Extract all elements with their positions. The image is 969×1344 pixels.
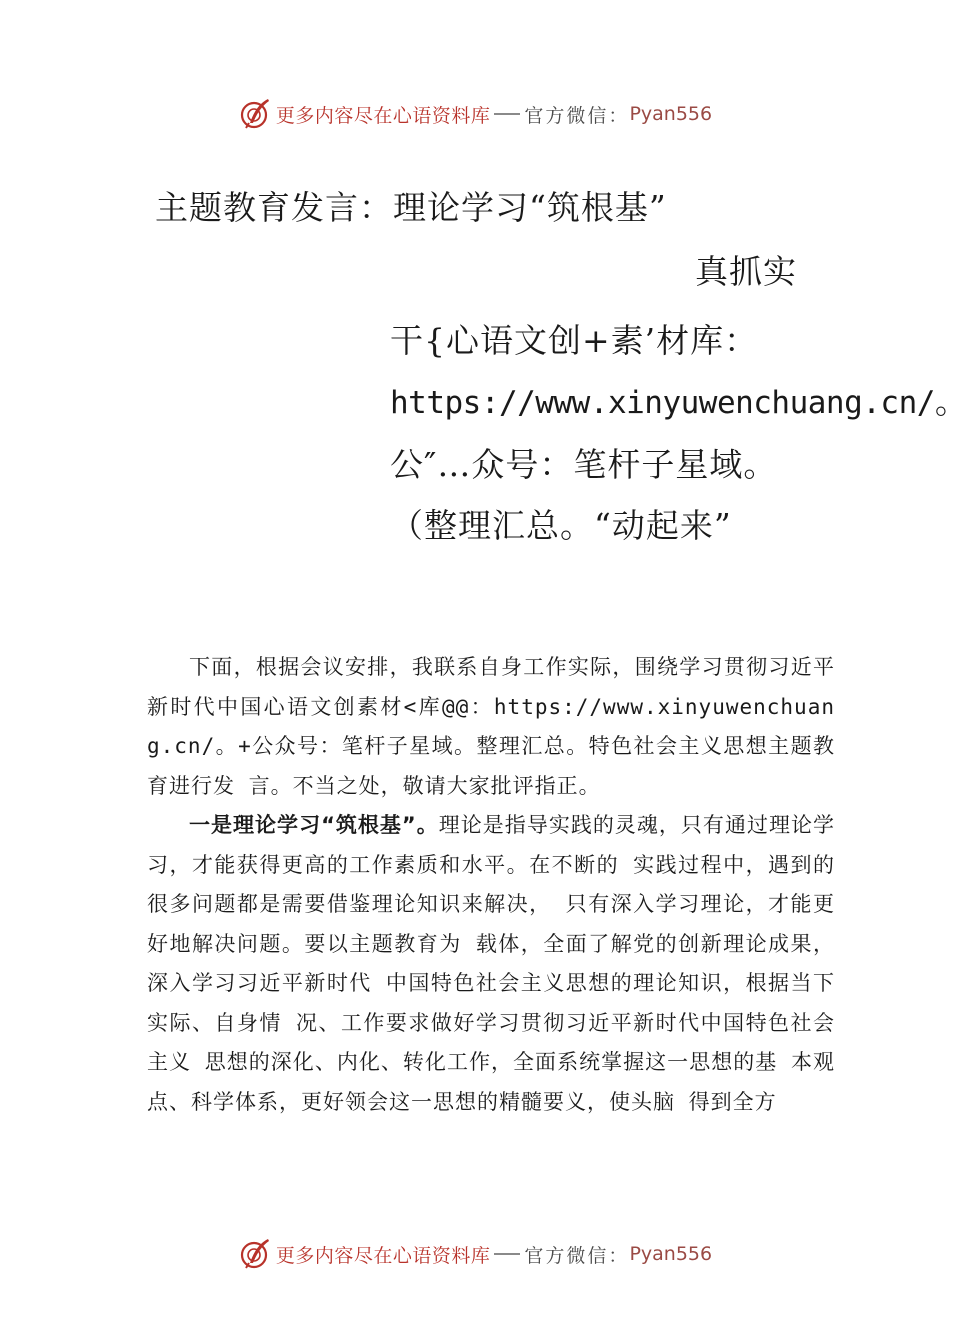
header-banner [0, 94, 950, 134]
document-body [147, 648, 835, 1122]
paragraph-lead: 一是理论学习“筑根基”。 [189, 813, 439, 837]
paragraph-intro: 下面，根据会议安排，我联系自身工作实际，围绕学习贯彻习近平新时代中国心语文创素材<库@@：https://www.xinyuwenchuang.cn/。+公众号：笔杆子星域。整理汇总。特色社会主义思想主题教育进行发 言。不当之处，敬请大家批评指正。 [147, 655, 835, 798]
banner-divider [494, 1253, 520, 1255]
footer-banner [0, 1234, 950, 1274]
title-line-2: 真抓实 [695, 252, 797, 291]
title-url: https://www.xinyuwenchuang.cn/ [390, 385, 935, 421]
banner-wechat-label: 官方微信： [524, 1244, 630, 1267]
banner-wechat-id: Pyan556 [629, 103, 713, 125]
title-line-1: 主题教育发言：理论学习“筑根基” [155, 188, 667, 227]
banner-divider [494, 113, 520, 115]
banner-wechat-id: Pyan556 [629, 1243, 713, 1265]
title-line-3-text: 干{心语文创+素’材库： [390, 321, 759, 360]
banner-wechat-label: 官方微信： [524, 104, 630, 127]
quill-logo-icon [238, 97, 272, 131]
paragraph-theory-text: 理论是指导实践的灵魂，只有通过理论学习，才能获得更高的工作素质和水平。在不断的 实践过程中，遇到的很多问题都是需要借鉴理论知识来解决， 只有深入学习理论，才能更好地解决问题。要以主题教育为 载体，全面了解党的创新理论成果，深入学习习近平新时代 中国特色社会主义思想的理论知识，根据当下实际、自身情 况、工作要求做好学习贯彻习近平新时代中国特色社会主义 思想的深化、内化、转化工作，全面系统掌握这一思想的基 本观点、科学体系，更好领会这一思想的精髓要义，使头脑 得到全方 [147, 813, 835, 1114]
quill-logo-icon [238, 1237, 272, 1271]
title-rest: 。公″…众号：笔杆子星域。（整理汇总。“动起来” [390, 382, 969, 545]
title-line-3 [390, 310, 969, 556]
banner-brand: 更多内容尽在心语资料库 [275, 104, 491, 127]
paragraph-theory [147, 806, 835, 1122]
banner-brand: 更多内容尽在心语资料库 [275, 1244, 491, 1267]
